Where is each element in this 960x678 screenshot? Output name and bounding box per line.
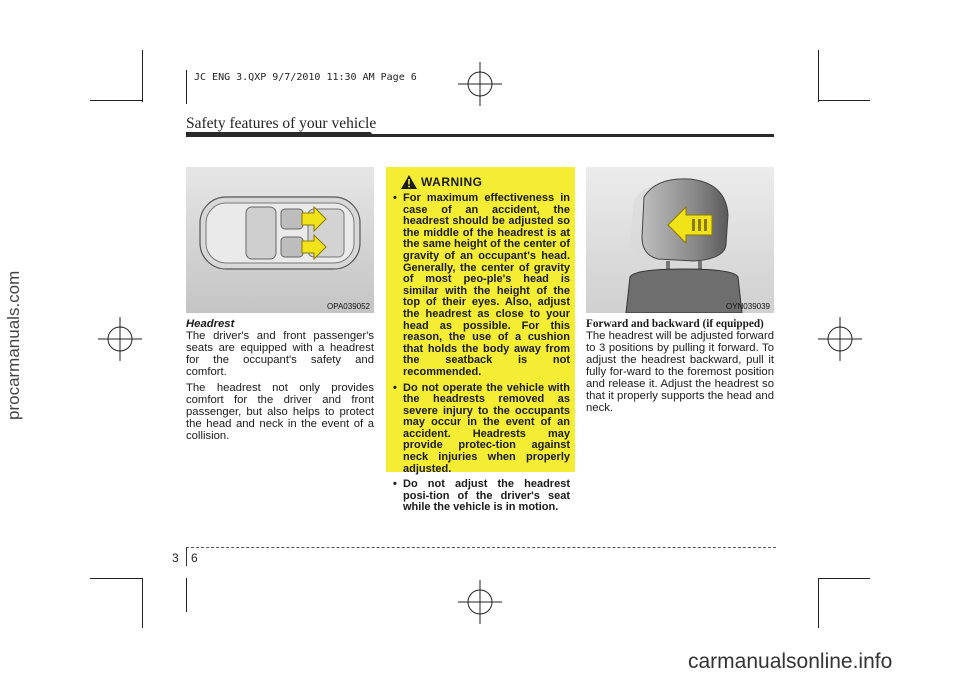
section-rule-accent — [186, 132, 372, 137]
headrest-paragraph-1: The driver's and front passenger's seats are equipped with a headrest for the occupant's safety and comfort. — [186, 330, 374, 378]
warning-box — [386, 167, 575, 514]
registration-mark-left — [98, 317, 142, 361]
left-column-text — [186, 318, 374, 446]
registration-mark-top — [458, 62, 502, 106]
warning-item-2: • Do not operate the vehicle with the headrests removed as severe injury to the occupants may occur in the event of an accident. Headrests may provide protec-tion against neck injuries when properly adjusted. — [393, 383, 570, 476]
headrest-image — [586, 167, 774, 313]
headrest-body — [186, 330, 374, 442]
forward-backward-heading: Forward and backward (if equipped) — [586, 318, 764, 330]
side-watermark: procarmanuals.com — [4, 270, 23, 420]
page-number: 6 — [191, 551, 198, 565]
headrest-heading: Headrest — [186, 318, 235, 330]
right-column-text — [586, 318, 774, 414]
bottom-watermark: carmanualsonline.info — [688, 650, 893, 673]
right-image-code: OYN039039 — [725, 302, 770, 311]
warning-box-content — [386, 167, 575, 514]
warning-title: WARNING — [421, 175, 483, 189]
warning-header — [401, 175, 570, 189]
warning-item-3: • Do not adjust the headrest posi-tion of the driver's seat while the vehicle is in motion. — [393, 479, 570, 514]
car-topview-image — [186, 167, 374, 313]
headrest-paragraph-2: The headrest not only provides comfort for the driver and front passenger, but also helps to protect the head and neck in the event of a collision. — [186, 382, 374, 442]
registration-mark-bottom — [458, 580, 502, 624]
warning-triangle-icon — [401, 175, 417, 189]
section-title: Safety features of your vehicle — [186, 115, 377, 132]
print-file-header: JC ENG 3.QXP 9/7/2010 11:30 AM Page 6 — [194, 72, 417, 83]
warning-list — [393, 193, 570, 514]
car-topview-illustration — [186, 167, 374, 313]
left-image-code: OPA039052 — [327, 302, 370, 311]
headrest-illustration — [586, 167, 774, 313]
warning-item-1: • For maximum effectiveness in case of an accident, the headrest should be adjusted so the middle of the headrest is at the same height of the center of gravity of an occupant's head. Generally, the center of gravity of most peo-ple's head is similar with the height of the top of their eyes. Also, adjust the headrest as close to your head as possible. For this reason, the use of a cushion that holds the body away from the seatback is not recommended. — [393, 193, 570, 379]
chapter-number: 3 — [172, 551, 179, 565]
footer-divider — [186, 548, 187, 566]
footer-dotted-rule — [186, 547, 776, 548]
forward-backward-body: The headrest will be adjusted forward to 3 positions by pulling it forward. To adjust the headrest backward, pull it fully for-ward to the foremost position and release it. Adjust the headrest so that it properly supports the head and neck. — [586, 330, 774, 414]
registration-mark-right — [818, 317, 862, 361]
